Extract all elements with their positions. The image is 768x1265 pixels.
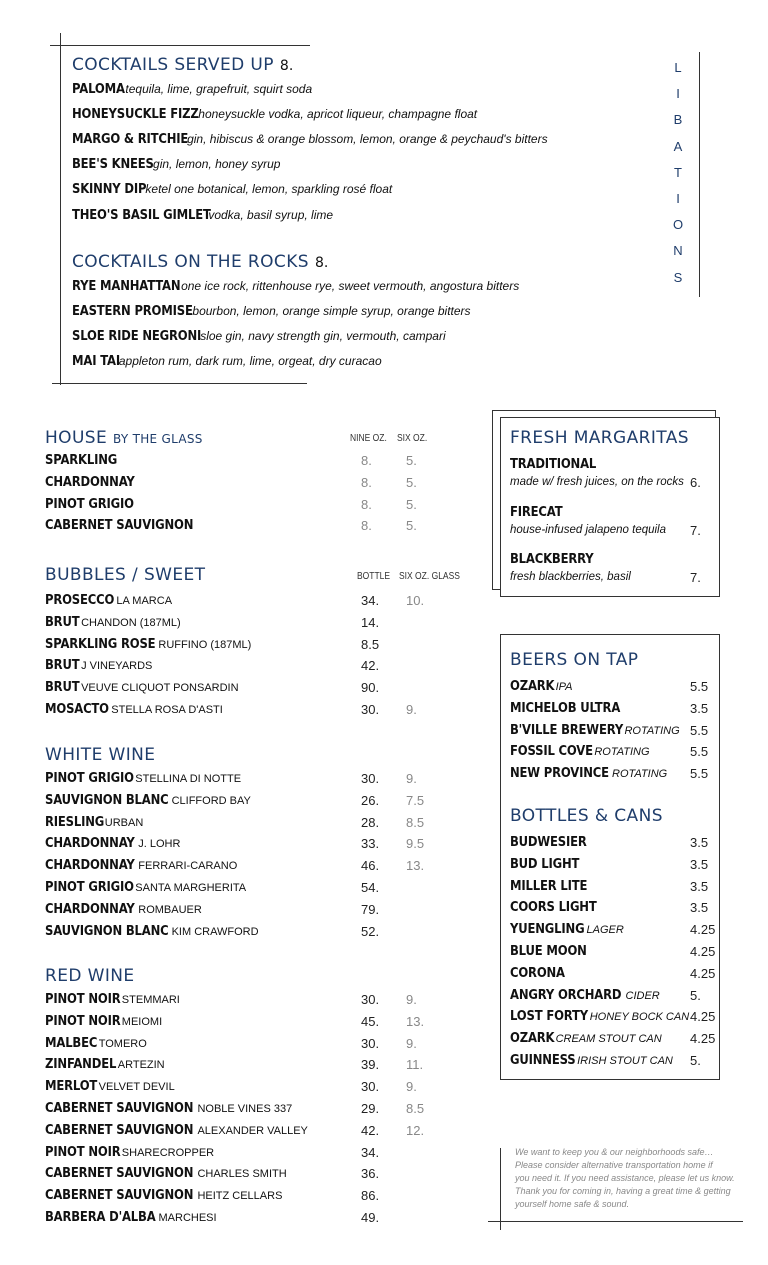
beer-style: CREAM STOUT CAN <box>555 1033 662 1046</box>
margarita-name-text: TRADITIONAL <box>510 456 597 472</box>
wine-producer: J. LOHR <box>138 838 181 851</box>
price-glass: 7.5 <box>406 792 425 808</box>
note-bottom-rule <box>488 1221 743 1222</box>
price-bottle: 8. <box>361 496 372 512</box>
wine-producer: MEIOMI <box>121 1015 163 1028</box>
wine-row <box>45 857 237 873</box>
cocktail-name: HONEYSUCKLE FIZZ <box>72 106 199 123</box>
price-glass: 9. <box>406 702 417 717</box>
wine-producer: HEITZ CELLARS <box>197 1190 283 1203</box>
cocktail-description: tequila, lime, grapefruit, squirt soda <box>125 82 313 96</box>
beer-style: LAGER <box>586 924 624 937</box>
cocktail-description: sloe gin, navy strength gin, vermouth, campari <box>200 329 446 344</box>
house-col-nine-oz: NINE OZ. <box>350 433 387 444</box>
wine-row <box>45 1144 214 1160</box>
price-glass: 8.5 <box>406 1101 425 1116</box>
cocktail-description: ketel one botanical, lemon, sparkling rosé float <box>145 182 393 197</box>
price-glass: 13. <box>406 858 425 874</box>
beers-box <box>500 634 720 1080</box>
cocktail-name: MARGO & RITCHIE <box>72 131 189 148</box>
beer-price: 5.5 <box>690 744 709 760</box>
wine-producer: CHARLES SMITH <box>197 1168 287 1181</box>
beer-price: 3.5 <box>690 835 709 850</box>
price-bottle: 52. <box>361 923 380 939</box>
beer-name: OZARK <box>510 1030 555 1047</box>
safety-note-line: Thank you for coming in, having a great time & getting <box>515 1186 731 1196</box>
wine-row <box>45 991 180 1007</box>
price-glass: 10. <box>406 593 425 608</box>
safety-note-line: Please consider alternative transportation home if <box>515 1160 713 1170</box>
margarita-price: 7. <box>690 522 701 538</box>
cocktail-name: SKINNY DIP <box>72 181 147 198</box>
price-bottle: 49. <box>361 1210 380 1225</box>
price-bottle: 8.5 <box>361 636 380 652</box>
price-bottle: 33. <box>361 836 380 852</box>
price-bottle: 86. <box>361 1188 380 1204</box>
price-glass: 12. <box>406 1122 425 1138</box>
wine-row <box>45 701 223 717</box>
wine-producer: FERRARI-CARANO <box>138 860 238 873</box>
beer-row <box>510 743 650 759</box>
price-bottle: 30. <box>361 771 380 786</box>
price-glass: 13. <box>406 1013 425 1029</box>
cocktail-row <box>72 278 519 294</box>
wine-producer: NOBLE VINES 337 <box>197 1103 293 1115</box>
wine-name: PINOT NOIR <box>45 1143 121 1160</box>
wine-producer: STELLINA DI NOTTE <box>135 773 242 785</box>
wine-name: SAUVIGNON BLANC <box>45 922 169 939</box>
wine-producer: RUFFINO (187ML) <box>158 638 252 651</box>
wine-producer: CLIFFORD BAY <box>171 794 251 807</box>
beer-name: MILLER LITE <box>510 877 588 894</box>
wine-row <box>45 1187 282 1203</box>
wine-row <box>45 1122 308 1138</box>
beer-price: 5. <box>690 1053 701 1068</box>
beer-price: 5. <box>690 987 701 1003</box>
price-glass: 9. <box>406 1079 417 1095</box>
libations-letter: I <box>676 86 680 102</box>
beer-price: 3.5 <box>690 700 709 716</box>
beer-row <box>510 1008 689 1024</box>
bottles-cans-title: BOTTLES & CANS <box>510 806 663 826</box>
bubbles-title: BUBBLES / SWEET <box>45 565 206 585</box>
libations-letter: T <box>674 164 682 180</box>
price-bottle: 42. <box>361 658 380 674</box>
wine-name: SPARKLING ROSE <box>45 635 156 652</box>
wine-row <box>45 923 259 939</box>
beer-name: LOST FORTY <box>510 1008 589 1025</box>
wine-name: CHARDONNAY <box>45 835 135 852</box>
wine-row <box>45 614 181 630</box>
served-up-title <box>72 55 293 75</box>
cocktail-row <box>72 181 392 197</box>
wine-name: CABERNET SAUVIGNON <box>45 517 194 534</box>
wine-row <box>45 657 152 673</box>
cocktail-name: PALOMA <box>72 81 125 97</box>
wine-row <box>45 592 172 608</box>
beer-name: ANGRY ORCHARD <box>510 986 622 1003</box>
price-bottle: 90. <box>361 680 380 696</box>
wine-producer: SANTA MARGHERITA <box>135 882 247 894</box>
wine-name: CABERNET SAUVIGNON <box>45 1165 194 1182</box>
price-glass: 5. <box>406 453 417 468</box>
margarita-price: 7. <box>690 570 701 585</box>
beer-row <box>510 878 600 894</box>
cocktail-row <box>72 156 280 172</box>
price-bottle: 45. <box>361 1013 380 1029</box>
price-bottle: 8. <box>361 518 372 534</box>
wine-producer: ROMBAUER <box>138 903 202 916</box>
wine-producer: STEMMARI <box>121 994 180 1006</box>
beer-price: 4.25 <box>690 922 716 938</box>
served-up-title-text: COCKTAILS SERVED UP <box>72 55 274 75</box>
beer-name: NEW PROVINCE <box>510 765 609 782</box>
wine-producer: TOMERO <box>98 1037 147 1050</box>
cocktail-row <box>72 131 548 147</box>
beer-price: 4.25 <box>690 1031 716 1047</box>
beer-row <box>510 856 591 872</box>
libations-letter: A <box>673 138 683 154</box>
margarita-description: fresh blackberries, basil <box>510 571 631 583</box>
beer-price: 3.5 <box>690 856 709 872</box>
wine-producer: CHANDON (187ML) <box>81 616 181 629</box>
price-glass: 9. <box>406 1035 417 1051</box>
beer-style: ROTATING <box>594 746 650 759</box>
libations-letter: I <box>676 191 680 206</box>
wine-name: MERLOT <box>45 1078 98 1095</box>
price-bottle: 14. <box>361 614 380 630</box>
price-bottle: 46. <box>361 858 380 874</box>
beer-row <box>510 1052 673 1068</box>
beer-style: IRISH STOUT CAN <box>577 1055 673 1067</box>
cocktail-row <box>72 207 333 223</box>
beer-price: 3.5 <box>690 900 709 916</box>
wine-name: PROSECCO <box>45 592 115 608</box>
wine-row <box>45 496 148 512</box>
price-bottle: 30. <box>361 992 380 1007</box>
beer-price: 4.25 <box>690 944 716 959</box>
price-bottle: 34. <box>361 593 380 608</box>
wine-producer: MARCHESI <box>158 1212 217 1224</box>
beer-style: ROTATING <box>624 724 680 737</box>
wine-row <box>45 1035 147 1051</box>
cocktail-row <box>72 106 477 122</box>
libations-letter: S <box>673 269 683 285</box>
beer-name: MICHELOB ULTRA <box>510 699 621 716</box>
note-vertical-rule <box>500 1148 501 1230</box>
beer-row <box>510 834 599 850</box>
price-glass: 9. <box>406 992 417 1007</box>
cocktail-row <box>72 303 471 319</box>
beer-price: 4.25 <box>690 1009 716 1025</box>
wine-producer: ALEXANDER VALLEY <box>197 1124 308 1137</box>
beer-row <box>510 722 680 738</box>
wine-row <box>45 1165 287 1181</box>
beer-row <box>510 765 667 781</box>
wine-name: CABERNET SAUVIGNON <box>45 1100 194 1116</box>
wine-producer: KIM CRAWFORD <box>171 925 259 938</box>
beer-price: 5.5 <box>690 679 709 694</box>
wine-name: MALBEC <box>45 1034 98 1051</box>
margarita-name-text: BLACKBERRY <box>510 551 594 567</box>
wine-name: PINOT NOIR <box>45 991 121 1007</box>
wine-producer: J VINEYARDS <box>81 660 153 673</box>
beer-row <box>510 700 638 716</box>
price-bottle: 8. <box>361 453 372 468</box>
wine-name: BRUT <box>45 679 80 696</box>
margarita-description: house-infused jalapeno tequila <box>510 523 667 536</box>
cocktail-description: gin, hibiscus & orange blossom, lemon, orange & peychaud's bitters <box>187 132 548 147</box>
wine-name: CABERNET SAUVIGNON <box>45 1187 194 1204</box>
cocktail-row <box>72 328 446 344</box>
white-title: WHITE WINE <box>45 745 156 765</box>
beer-name: BUDWESIER <box>510 834 587 850</box>
house-subtitle: BY THE GLASS <box>112 432 203 446</box>
house-title-text: HOUSE <box>45 428 108 448</box>
beer-price: 5.5 <box>690 766 709 782</box>
bubbles-col-bottle: BOTTLE <box>357 571 391 582</box>
bubbles-col-glass: SIX OZ. GLASS <box>399 571 460 582</box>
served-up-price: 8. <box>279 58 294 74</box>
cocktail-row <box>72 353 382 369</box>
wine-producer: LA MARCA <box>116 595 173 607</box>
cocktail-description: gin, lemon, honey syrup <box>153 157 281 172</box>
beer-name: BUD LIGHT <box>510 855 580 872</box>
wine-producer: VEUVE CLIQUOT PONSARDIN <box>81 682 239 695</box>
price-bottle: 29. <box>361 1101 380 1116</box>
price-glass: 9.5 <box>406 836 425 852</box>
cocktail-name: EASTERN PROMISE <box>72 303 193 320</box>
beer-name: YUENGLING <box>510 921 585 938</box>
cocktail-name: THEO'S BASIL GIMLET <box>72 206 211 223</box>
beer-name: B'VILLE BREWERY <box>510 721 624 738</box>
libations-letter: B <box>673 112 683 128</box>
margaritas-title: FRESH MARGARITAS <box>510 428 689 448</box>
beer-row <box>510 965 574 981</box>
beer-row <box>510 899 611 915</box>
beer-price: 4.25 <box>690 965 716 981</box>
wine-name: ZINFANDEL <box>45 1056 117 1073</box>
wine-row <box>45 517 217 533</box>
price-bottle: 39. <box>361 1057 380 1073</box>
wine-name: PINOT NOIR <box>45 1012 121 1029</box>
red-title: RED WINE <box>45 966 135 986</box>
wine-producer: URBAN <box>104 816 144 829</box>
wine-name: SAUVIGNON BLANC <box>45 791 169 808</box>
wine-row <box>45 1013 162 1029</box>
wine-name: PINOT GRIGIO <box>45 770 134 786</box>
beer-name: FOSSIL COVE <box>510 743 593 760</box>
wine-producer: SHARECROPPER <box>121 1146 215 1159</box>
beer-price: 3.5 <box>690 878 709 894</box>
wine-row <box>45 835 180 851</box>
libations-letter: O <box>672 217 684 233</box>
wine-name: MOSACTO <box>45 701 109 717</box>
beer-price: 5.5 <box>690 722 709 738</box>
cocktail-name: BEE'S KNEES <box>72 156 154 173</box>
beer-row <box>510 921 624 937</box>
price-glass: 11. <box>406 1057 424 1073</box>
margarita-description: made w/ fresh juices, on the rocks <box>510 476 684 488</box>
price-bottle: 30. <box>361 1079 380 1095</box>
libations-letter: L <box>674 60 682 75</box>
price-glass: 5. <box>406 518 417 534</box>
price-bottle: 42. <box>361 1122 380 1138</box>
price-bottle: 28. <box>361 814 380 830</box>
margarita-name-text: FIRECAT <box>510 503 563 520</box>
safety-note-line: We want to keep you & our neighborhoods safe… <box>515 1147 714 1157</box>
price-bottle: 54. <box>361 880 380 895</box>
wine-name: PINOT GRIGIO <box>45 879 134 895</box>
wine-producer: ARTEZIN <box>117 1059 165 1072</box>
wine-producer: STELLA ROSA D'ASTI <box>111 704 223 716</box>
wine-name: CHARDONNAY <box>45 900 135 917</box>
libations-letter: N <box>673 243 683 259</box>
beer-name: CORONA <box>510 964 565 981</box>
price-bottle: 26. <box>361 792 380 808</box>
margarita-name <box>510 456 610 472</box>
beer-name: GUINNESS <box>510 1052 576 1068</box>
margarita-price: 6. <box>690 475 701 490</box>
wine-row <box>45 770 241 786</box>
cocktail-name: SLOE RIDE NEGRONI <box>72 328 202 345</box>
price-bottle: 34. <box>361 1144 380 1160</box>
margaritas-box <box>500 417 720 597</box>
safety-note-line: yourself home safe & sound. <box>515 1199 630 1209</box>
price-bottle: 79. <box>361 901 380 917</box>
wine-row <box>45 1100 292 1116</box>
price-bottle: 36. <box>361 1166 380 1182</box>
safety-note <box>515 1146 755 1211</box>
wine-row <box>45 1209 217 1225</box>
wine-name: CHARDONNAY <box>45 473 135 490</box>
wine-row <box>45 474 149 490</box>
beer-style: IPA <box>555 681 573 693</box>
beer-row <box>510 943 599 959</box>
wine-name: CABERNET SAUVIGNON <box>45 1121 194 1138</box>
price-glass: 5. <box>406 496 417 512</box>
price-glass: 8.5 <box>406 814 425 830</box>
beers-tap-title: BEERS ON TAP <box>510 650 639 670</box>
top-rule <box>50 45 310 46</box>
price-glass: 5. <box>406 474 417 490</box>
price-bottle: 8. <box>361 474 372 490</box>
on-rocks-price: 8. <box>314 255 329 271</box>
cocktail-description: honeysuckle vodka, apricot liqueur, champagne float <box>198 107 478 122</box>
wine-row <box>45 792 251 808</box>
wine-producer: VELVET DEVIL <box>98 1081 175 1094</box>
beer-name: OZARK <box>510 678 555 694</box>
beer-name: COORS LIGHT <box>510 899 597 916</box>
wine-row <box>45 1078 175 1094</box>
right-vertical-rule <box>699 52 700 297</box>
left-vertical-rule <box>60 33 61 385</box>
on-rocks-title-text: COCKTAILS ON THE ROCKS <box>72 252 309 272</box>
wine-name: BARBERA D'ALBA <box>45 1209 156 1225</box>
beer-style: ROTATING <box>612 768 668 781</box>
wine-name: BRUT <box>45 657 80 674</box>
bottom-rule <box>52 383 307 384</box>
wine-name: PINOT GRIGIO <box>45 495 134 512</box>
wine-row <box>45 636 251 652</box>
on-rocks-title <box>72 252 328 272</box>
cocktail-description: one ice rock, rittenhouse rye, sweet vermouth, angostura bitters <box>181 279 520 293</box>
price-glass: 9. <box>406 771 417 786</box>
cocktail-description: appleton rum, dark rum, lime, orgeat, dry curacao <box>118 354 382 369</box>
price-bottle: 30. <box>361 1035 380 1051</box>
wine-name: BRUT <box>45 613 80 630</box>
beer-row <box>510 1030 662 1046</box>
cocktail-description: bourbon, lemon, orange simple syrup, orange bitters <box>192 304 471 319</box>
wine-row <box>45 814 143 830</box>
margarita-name <box>510 504 571 520</box>
beer-row <box>510 987 660 1003</box>
price-bottle: 30. <box>361 702 380 717</box>
beer-style: CIDER <box>625 989 660 1002</box>
wine-row <box>45 452 129 468</box>
wine-name: RIESLING <box>45 813 105 830</box>
margarita-name <box>510 551 607 567</box>
house-title <box>45 428 203 448</box>
cocktail-name: RYE MANHATTAN <box>72 278 181 294</box>
wine-name: SPARKLING <box>45 452 118 468</box>
wine-row <box>45 879 246 895</box>
house-col-six-oz: SIX OZ. <box>397 433 428 444</box>
cocktail-name: MAI TAI <box>72 353 121 370</box>
cocktail-row <box>72 81 312 97</box>
wine-row <box>45 679 239 695</box>
beer-name: BLUE MOON <box>510 943 587 959</box>
wine-row <box>45 901 202 917</box>
wine-row <box>45 1056 165 1072</box>
cocktail-description: vodka, basil syrup, lime <box>208 207 334 222</box>
beer-style: HONEY BOCK CAN <box>589 1011 690 1024</box>
safety-note-line: you need it. If you need assistance, please let us know. <box>515 1173 735 1183</box>
beer-row <box>510 678 573 694</box>
wine-name: CHARDONNAY <box>45 857 135 874</box>
